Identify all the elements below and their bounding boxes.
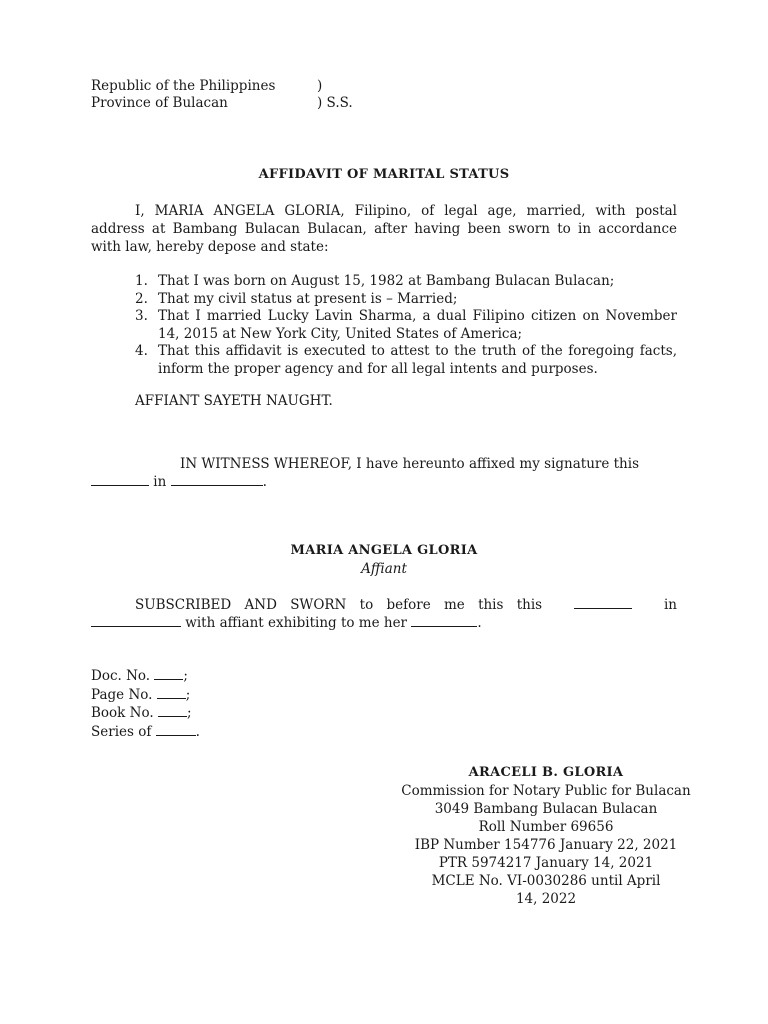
doc-end: ; — [186, 705, 192, 721]
venue-line-province — [91, 95, 353, 112]
intro-paragraph: I, MARIA ANGELA GLORIA, Filipino, of legal age, married, with postal address at Bambang Bulacan Bulacan, after having been sworn to in accordance with law, hereby depose and state: — [91, 203, 677, 255]
notary-ibp: IBP Number 154776 January 22, 2021 — [414, 837, 678, 853]
witness-date-blank[interactable] — [91, 473, 149, 486]
doc-end: . — [195, 723, 200, 740]
subscribed-text: SUBSCRIBED AND SWORN to before me this this — [135, 597, 543, 613]
witness-line2 — [91, 473, 677, 491]
list-item — [135, 273, 677, 291]
list-item-number: 3. — [135, 308, 148, 324]
notarial-register — [91, 667, 200, 741]
doc-blank[interactable] — [156, 723, 196, 736]
doc-label: Series of — [91, 723, 152, 740]
witness-paragraph — [91, 455, 677, 491]
affiant-name: MARIA ANGELA GLORIA — [290, 543, 478, 558]
doc-line — [91, 723, 200, 742]
notary-name: ARACELI B. GLORIA — [468, 765, 624, 780]
venue-block — [91, 78, 353, 112]
witness-period: . — [262, 474, 267, 490]
venue-ss: ) S.S. — [317, 95, 353, 111]
subscribed-period: . — [477, 615, 482, 631]
doc-line — [91, 686, 200, 705]
doc-blank[interactable] — [157, 686, 186, 699]
statement-list — [135, 273, 677, 378]
subscribed-line1 — [91, 596, 677, 614]
list-item-number: 2. — [135, 290, 148, 307]
doc-blank[interactable] — [158, 704, 187, 717]
subscribed-in: in — [663, 597, 677, 613]
subscribed-paragraph — [91, 596, 677, 632]
doc-end: ; — [185, 686, 191, 703]
notary-address: 3049 Bambang Bulacan Bulacan — [434, 801, 658, 817]
notary-ptr: PTR 5974217 January 14, 2021 — [438, 855, 654, 871]
list-item — [135, 308, 677, 343]
list-item-number: 4. — [135, 343, 148, 359]
list-item — [135, 291, 677, 309]
list-item-text: That this affidavit is executed to attest to the truth of the foregoing facts, inform the proper agency and for all legal intents and purposes. — [158, 343, 677, 377]
affiant-role: Affiant — [361, 561, 407, 577]
notary-roll: Roll Number 69656 — [478, 819, 614, 835]
list-item-text: That I was born on August 15, 1982 at Bambang Bulacan Bulacan; — [158, 273, 615, 289]
notary-commission: Commission for Notary Public for Bulacan — [401, 783, 691, 799]
subscribed-line2 — [91, 614, 677, 632]
doc-label: Book No. — [91, 705, 154, 721]
witness-text: IN WITNESS WHEREOF, I have hereunto affixed my signature this — [180, 456, 639, 472]
subscribed-place-blank[interactable] — [91, 614, 181, 627]
notary-mcle: MCLE No. VI-0030286 until April 14, 2022 — [431, 873, 661, 907]
subscribed-text2: with affiant exhibiting to me her — [185, 615, 408, 631]
witness-place-blank[interactable] — [171, 473, 263, 486]
list-item-text: That I married Lucky Lavin Sharma, a dual Filipino citizen on November 14, 2015 at New York City, United States of America; — [158, 308, 677, 342]
list-item-text: That my civil status at present is – Married; — [158, 290, 458, 307]
sayeth-naught: AFFIANT SAYETH NAUGHT. — [135, 393, 333, 409]
doc-label: Page No. — [91, 686, 153, 703]
document-title: AFFIDAVIT OF MARITAL STATUS — [258, 167, 510, 182]
witness-in: in — [153, 474, 167, 490]
venue-republic: Republic of the Philippines — [91, 78, 276, 94]
doc-line — [91, 667, 200, 686]
venue-paren: ) — [317, 78, 323, 94]
venue-line-republic — [91, 78, 353, 95]
doc-line — [91, 704, 200, 723]
subscribed-id-blank[interactable] — [411, 614, 477, 627]
subscribed-date-blank[interactable] — [574, 596, 632, 609]
list-item-number: 1. — [135, 273, 148, 289]
doc-end: ; — [183, 668, 188, 684]
doc-label: Doc. No. — [91, 668, 151, 684]
notary-block — [360, 764, 732, 908]
list-item — [135, 343, 677, 378]
doc-blank[interactable] — [154, 667, 183, 680]
venue-province: Province of Bulacan — [91, 95, 228, 111]
